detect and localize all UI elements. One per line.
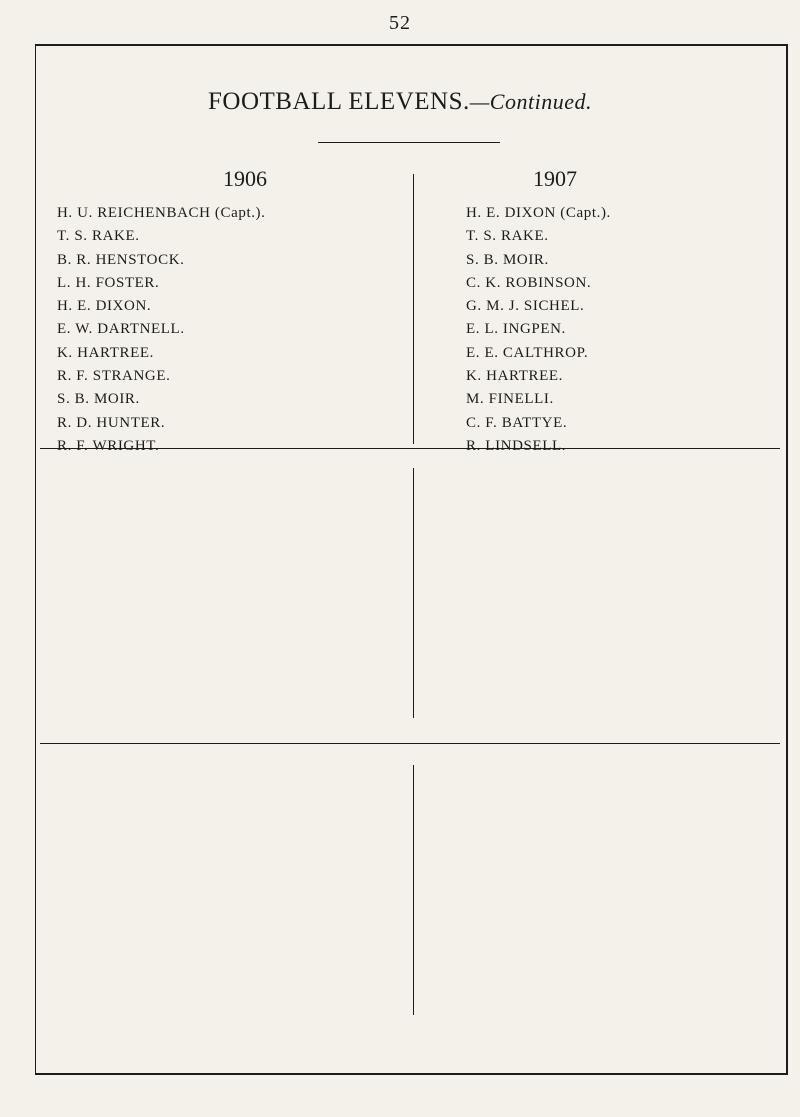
player-entry: R. F. STRANGE.: [57, 368, 171, 385]
player-entry: H. U. REICHENBACH (Capt.).: [57, 205, 266, 221]
column-divider-middle: [413, 468, 414, 718]
column-divider-top: [413, 174, 414, 444]
player-entry: E. E. CALTHROP.: [466, 344, 589, 361]
player-entry: R. F. WRIGHT.: [57, 437, 160, 454]
player-entry: L. H. FOSTER.: [57, 274, 160, 291]
player-entry: C. F. BATTYE.: [466, 414, 568, 431]
player-entry: H. E. DIXON (Capt.).: [466, 205, 611, 221]
player-entry: S. B. MOIR.: [57, 391, 140, 408]
player-entry: C. K. ROBINSON.: [466, 274, 592, 291]
player-entry: R. D. HUNTER.: [57, 414, 166, 431]
player-entry: S. B. MOIR.: [466, 251, 549, 268]
section-rule-1: [40, 448, 780, 449]
player-entry: M. FINELLI.: [466, 391, 554, 408]
section-rule-2: [40, 743, 780, 744]
title-text: FOOTBALL ELEVENS.: [208, 88, 470, 115]
player-entry: B. R. HENSTOCK.: [57, 251, 185, 268]
page-number: 52: [389, 12, 411, 34]
player-entry: E. L. INGPEN.: [466, 321, 566, 338]
player-entry: T. S. RAKE.: [466, 228, 549, 245]
title-subtitle: —Continued.: [469, 89, 592, 114]
player-entry: K. HARTREE.: [466, 368, 563, 385]
title-rule: [318, 142, 500, 143]
roster-1906: [57, 202, 266, 458]
page-frame: [35, 44, 788, 1075]
player-entry: H. E. DIXON.: [57, 298, 152, 315]
roster-1907: [466, 202, 611, 458]
column-divider-bottom: [413, 765, 414, 1015]
player-entry: T. S. RAKE.: [57, 228, 140, 245]
year-heading-1906: 1906: [223, 166, 267, 191]
player-entry: G. M. J. SICHEL.: [466, 298, 585, 315]
year-heading-1907: 1907: [533, 166, 577, 191]
player-entry: R. LINDSELL.: [466, 437, 567, 454]
page-title: [0, 88, 800, 116]
player-entry: K. HARTREE.: [57, 344, 154, 361]
player-entry: E. W. DARTNELL.: [57, 321, 185, 338]
